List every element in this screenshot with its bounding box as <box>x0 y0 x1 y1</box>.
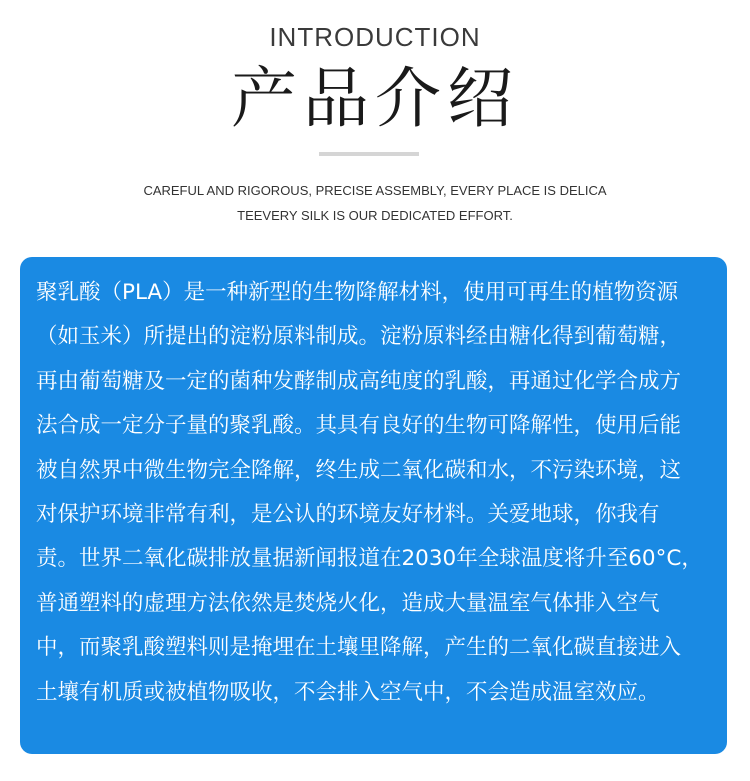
page-title: 产品介绍 <box>231 60 519 137</box>
title-divider <box>319 152 419 156</box>
description-line: 土壤有机质或被植物吸收，不会排入空气中，不会造成温室效应。 <box>36 679 660 705</box>
tagline-line-2: TEEVERY SILK IS OUR DEDICATED EFFORT. <box>237 208 513 223</box>
description-line: 再由葡萄糖及一定的菌种发酵制成高纯度的乳酸，再通过化学合成方 <box>36 368 682 394</box>
description-line: 法合成一定分子量的聚乳酸。其具有良好的生物可降解性，使用后能 <box>36 413 682 439</box>
description-text <box>36 271 713 715</box>
tagline <box>0 178 750 228</box>
tagline-line-1: CAREFUL AND RIGOROUS, PRECISE ASSEMBLY, EVERY PLACE IS DELICA <box>143 183 607 198</box>
description-line: （如玉米）所提出的淀粉原料制成。淀粉原料经由糖化得到葡萄糖， <box>36 324 682 350</box>
section-eyebrow: INTRODUCTION <box>269 22 481 52</box>
description-line: 普通塑料的虚理方法依然是焚烧火化，造成大量温室气体排入空气 <box>36 590 660 616</box>
description-panel <box>20 257 727 754</box>
description-line: 被自然界中微生物完全降解，终生成二氧化碳和水，不污染环境，这 <box>36 457 682 483</box>
description-line: 聚乳酸（PLA）是一种新型的生物降解材料，使用可再生的植物资源 <box>36 280 679 305</box>
description-line: 中，而聚乳酸塑料则是掩埋在土壤里降解，产生的二氧化碳直接进入 <box>36 635 682 661</box>
description-line: 对保护环境非常有利，是公认的环境友好材料。关爱地球，你我有 <box>36 502 660 528</box>
description-line: 责。世界二氧化碳排放量据新闻报道在2030年全球温度将升至60°C， <box>36 546 703 572</box>
